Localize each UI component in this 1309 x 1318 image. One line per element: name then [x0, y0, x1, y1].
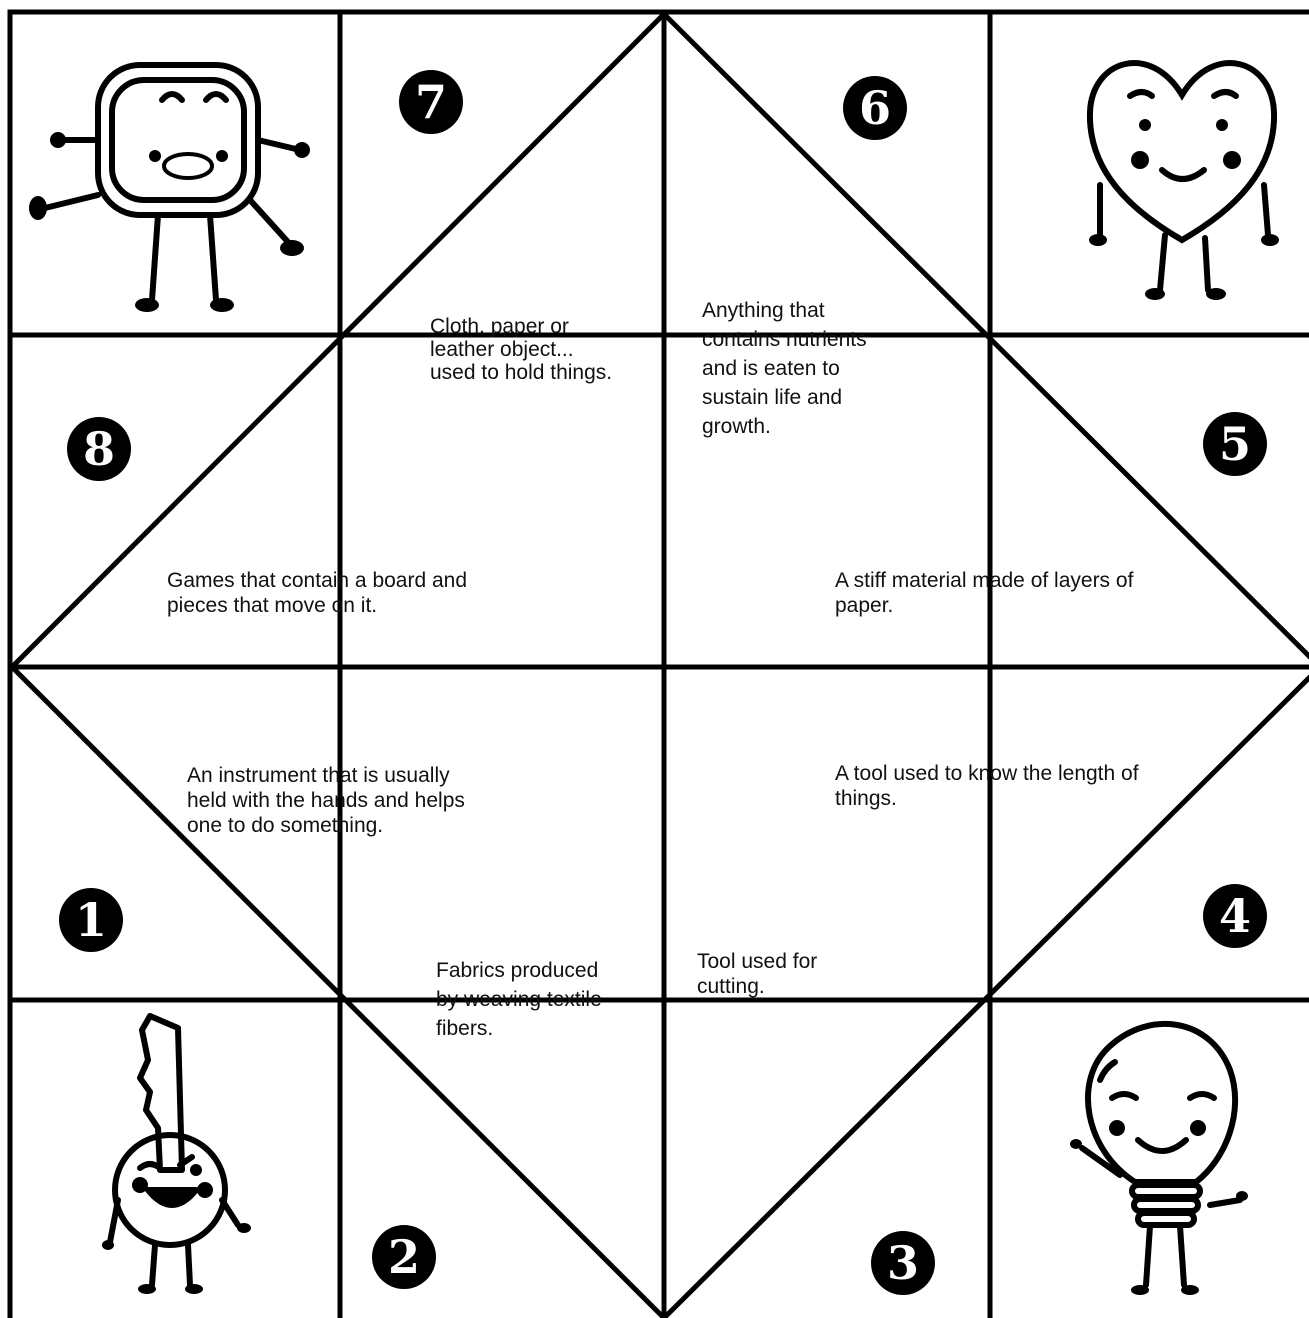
- number-badge-5: 5: [1203, 412, 1267, 476]
- heart-character: [1089, 63, 1279, 300]
- number-badge-3: 3: [871, 1231, 935, 1295]
- clue-cardboard: A stiff material made of layers of paper.: [835, 569, 1134, 617]
- number-badge-2: 2: [372, 1225, 436, 1289]
- lightbulb-character: [1070, 1024, 1248, 1295]
- corner-box-bottom-left: [10, 1000, 340, 1318]
- key-character: [102, 1016, 251, 1294]
- clue-ruler: A tool used to know the length of things.: [835, 762, 1139, 810]
- number-badge-8: 8: [67, 417, 131, 481]
- clue-fabric: Fabrics produced by weaving textile fibers.: [436, 959, 602, 1040]
- robot-character: [29, 65, 307, 312]
- clue-scissors: Tool used for cutting.: [697, 950, 818, 998]
- corner-box-top-right: [990, 12, 1309, 335]
- clue-board-games: Games that contain a board and pieces that move on it.: [167, 569, 468, 617]
- number-badge-7: 7: [399, 70, 463, 134]
- number-badge-1: 1: [59, 888, 123, 952]
- clue-food: Anything that contains nutrients and is eaten to sustain life and growth.: [702, 299, 867, 438]
- clue-bag: Cloth, paper or leather object... used to hold things.: [430, 315, 613, 384]
- number-badge-6: 6: [843, 76, 907, 140]
- number-badge-4: 4: [1203, 884, 1267, 948]
- corner-box-top-left: [10, 12, 340, 335]
- clue-tool: An instrument that is usually held with the hands and helps one to do something.: [187, 764, 465, 837]
